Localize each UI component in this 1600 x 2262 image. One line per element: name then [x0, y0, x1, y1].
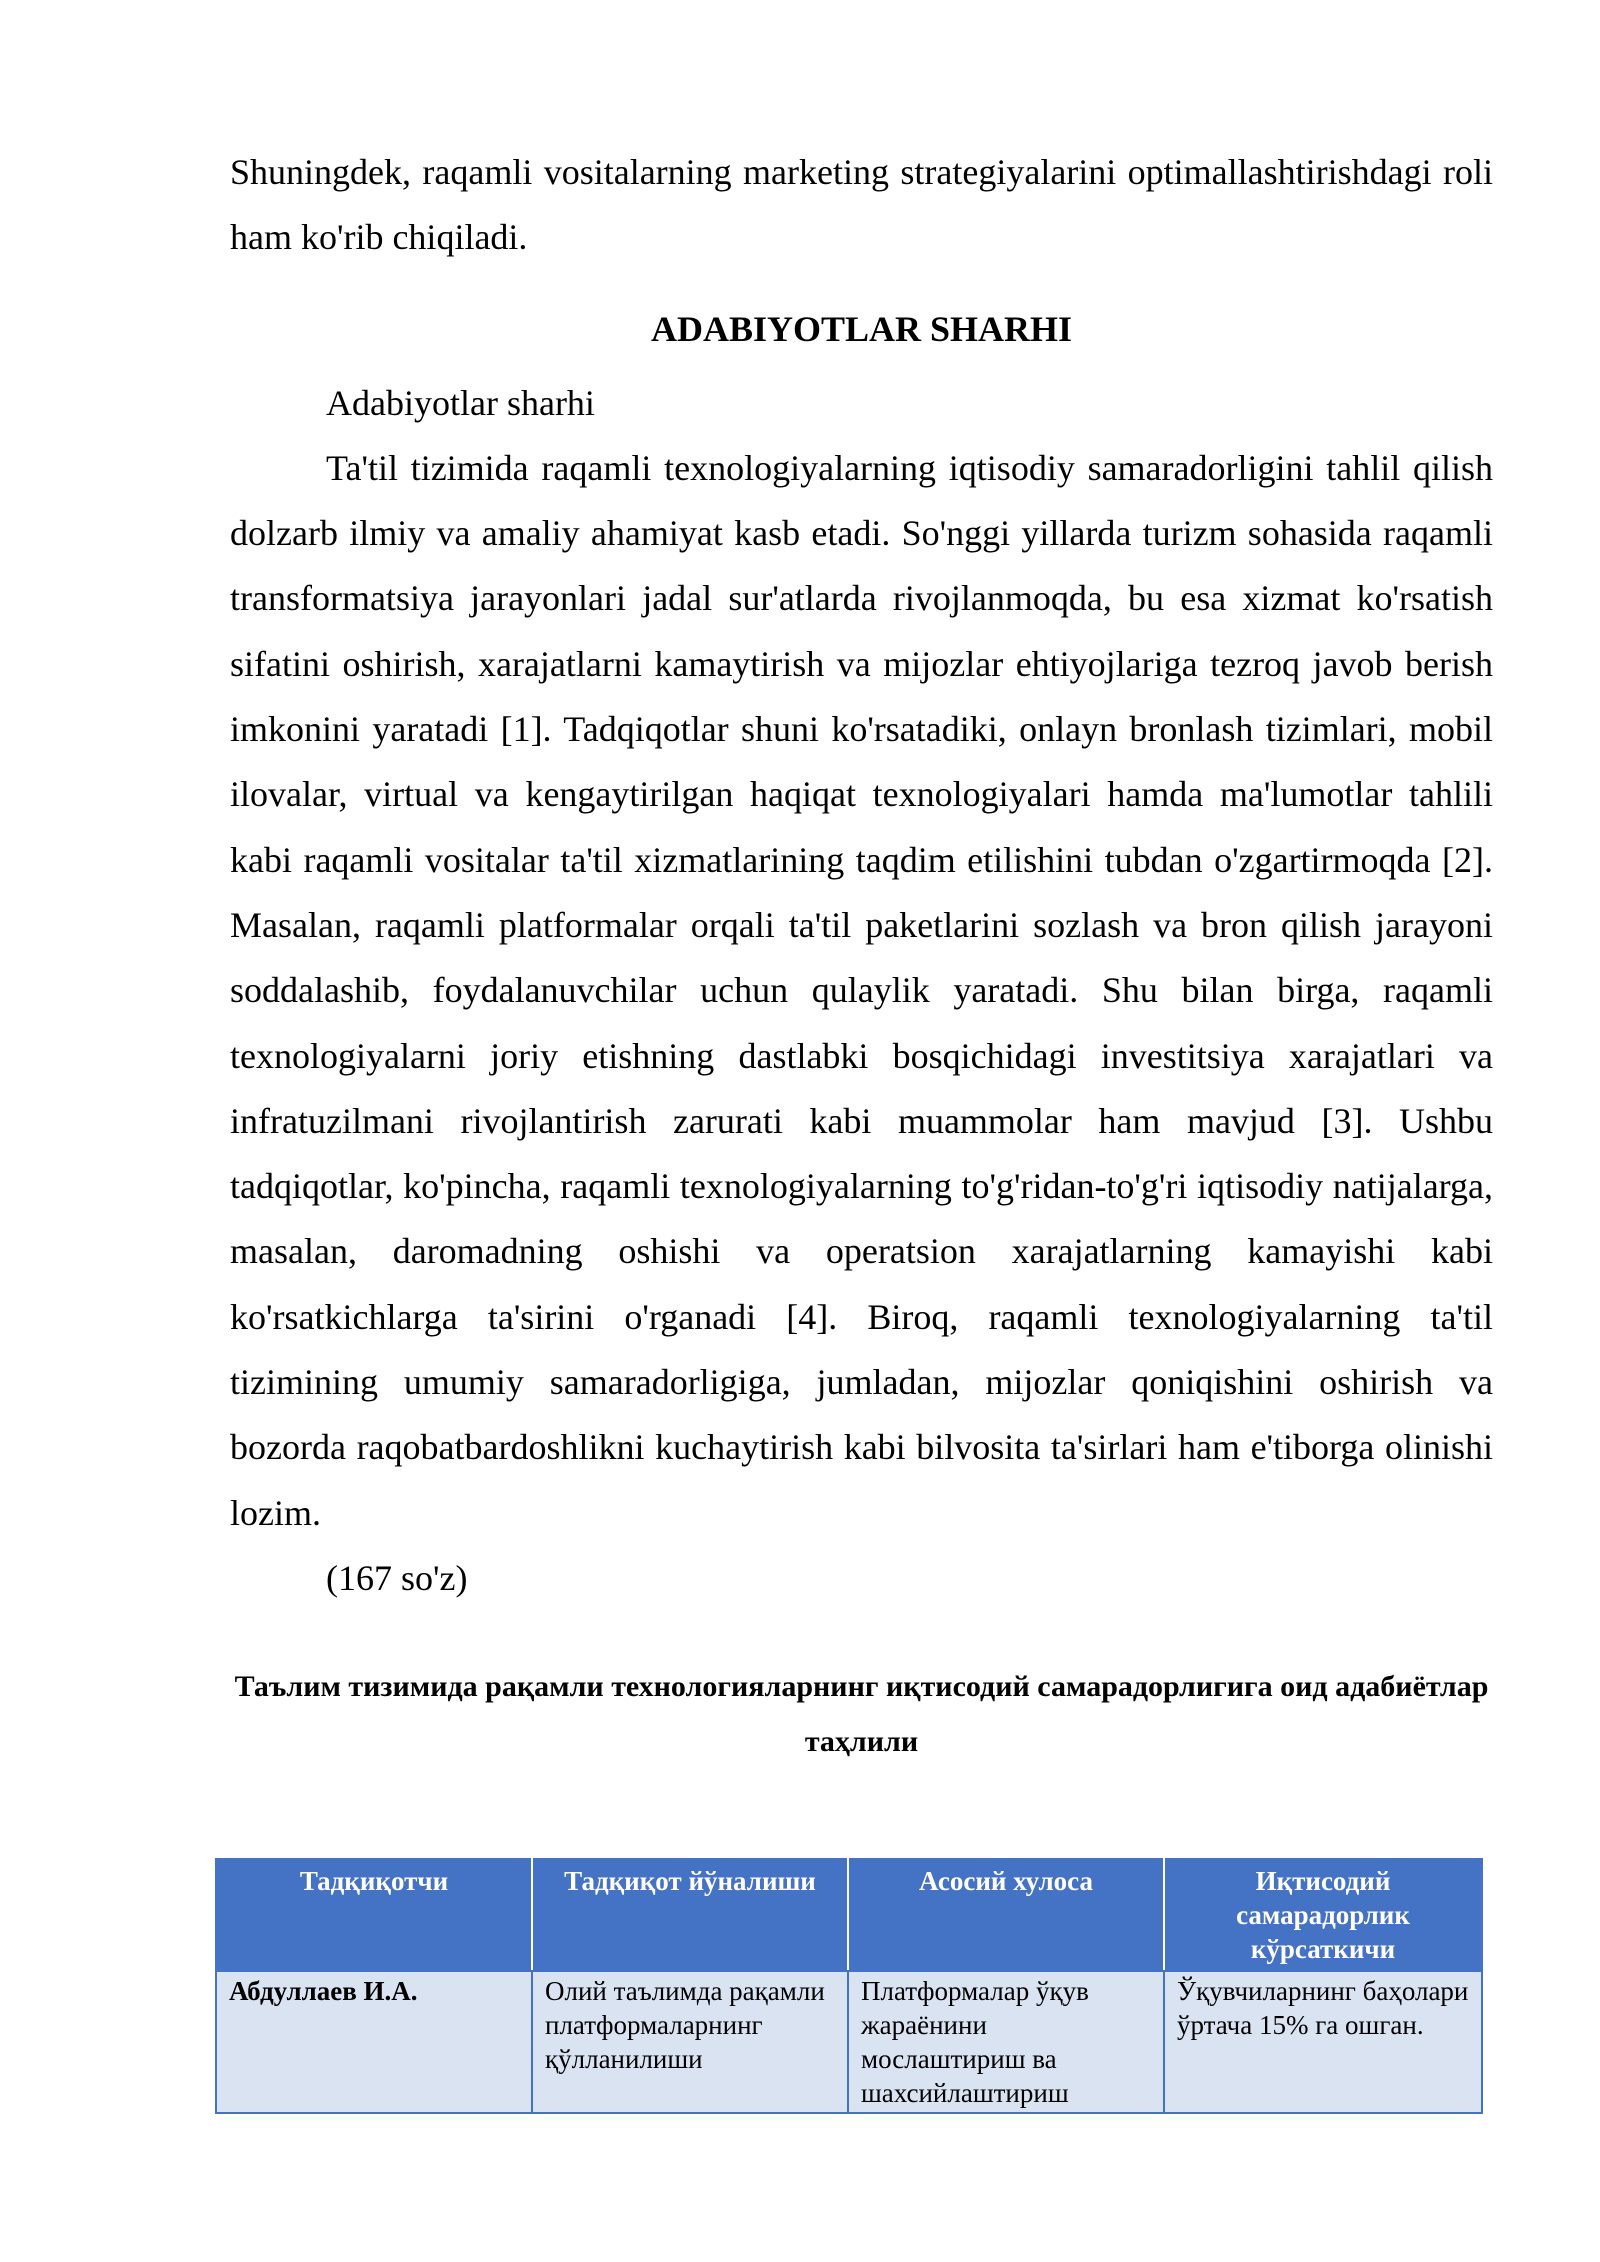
section-subtitle: Adabiyotlar sharhi	[326, 382, 595, 423]
cell-research-direction: Олий таълимда рақамли платформаларнинг қўлланилиши	[532, 1971, 848, 2113]
cell-main-conclusion: Платформалар ўқув жараёнини мослаштириш ва шахсийлаштириш	[848, 1971, 1164, 2113]
header-efficiency-indicator: Иқтисодий самарадорлик кўрсаткичи	[1164, 1859, 1482, 1971]
header-research-direction: Тадқиқот йўналиши	[532, 1859, 848, 1971]
intro-paragraph: Shuningdek, raqamli vositalarning marketing strategiyalarini optimallashtirishdagi roli ham ko'rib chiqiladi.	[230, 152, 1493, 258]
table-header-row	[216, 1859, 1482, 1971]
literature-table	[215, 1858, 1483, 2114]
body-paragraph: Ta'til tizimida raqamli texnologiyalarning iqtisodiy samaradorligini tahlil qilish dolzarb ilmiy va amaliy ahamiyat kasb etadi. So'nggi yillarda turizm sohasida raqamli transformatsiya jarayonlari jadal sur'atlarda rivojlanmoqda, bu esa xizmat ko'rsatish sifatini oshirish, xarajatlarni kamaytirish va mijozlar ehtiyojlariga tezroq javob berish imkonini yaratadi [1]. Tadqiqotlar shuni ko'rsatadiki, onlayn bronlash tizimlari, mobil ilovalar, virtual va kengaytirilgan haqiqat texnologiyalari hamda ma'lumotlar tahlili kabi raqamli vositalar ta'til xizmatlarining taqdim etilishini tubdan o'zgartirmoqda [2]. Masalan, raqamli platformalar orqali ta'til paketlarini sozlash va bron qilish jarayoni soddalashib, foydalanuvchilar uchun qulaylik yaratadi. Shu bilan birga, raqamli texnologiyalarni joriy etishning dastlabki bosqichidagi investitsiya xarajatlari va infratuzilmani rivojlantirish zarurati kabi muammolar ham mavjud [3]. Ushbu tadqiqotlar, ko'pincha, raqamli texnologiyalarning to'g'ridan-to'g'ri iqtisodiy natijalarga, masalan, daromadning oshishi va operatsion xarajatlarning kamayishi kabi ko'rsatkichlarga ta'sirini o'rganadi [4]. Biroq, raqamli texnologiyalarning ta'til tizimining umumiy samaradorligiga, jumladan, mijozlar qoniqishini oshirish va bozorda raqobatbardoshlikni kuchaytirish kabi bilvosita ta'sirlari ham e'tiborga olinishi lozim.	[230, 447, 1493, 1533]
section-heading: ADABIYOTLAR SHARHI	[650, 308, 1073, 349]
word-count: (167 so'z)	[326, 1557, 468, 1598]
cell-researcher: Абдуллаев И.А.	[216, 1971, 532, 2113]
cell-efficiency-indicator: Ўқувчиларнинг баҳолари ўртача 15% га ошган.	[1164, 1971, 1482, 2113]
header-main-conclusion: Асосий хулоса	[848, 1859, 1164, 1971]
table-caption: Таълим тизимида рақамли технологияларнинг иқтисодий самарадорлигига оид адабиётлар таҳлили	[234, 1670, 1489, 1759]
document-content	[230, 140, 1493, 1769]
header-researcher: Тадқиқотчи	[216, 1859, 532, 1971]
table-row	[216, 1971, 1482, 2113]
